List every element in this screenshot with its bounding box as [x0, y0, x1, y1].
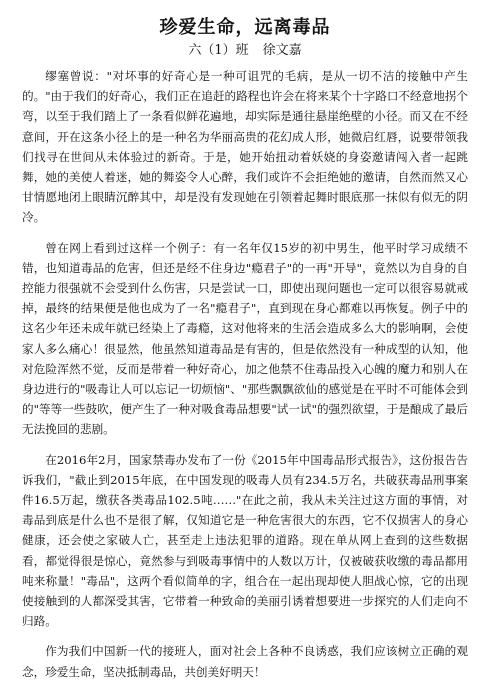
author-name: 徐文嘉: [262, 43, 302, 58]
paragraph-3: 在2016年2月，国家禁毒办发布了一份《2015年中国毒品形式报告》，这份报告告诉我们，"截止到2015年底，在中国发现的吸毒人员有234.5万名，共破获毒品刑事案件16.5万起，缴获各类毒品102.5吨……"在此之前，我从未关注过这方面的事情，对毒品到底是什么也不是很了解，仅知道它是一种危害很大的东西，它不仅损害人的身心健康，还会使之家破人亡，甚至走上违法犯罪的道路。现在单从网上查到的这些数据看，都觉得很是惊心，竟然参与到吸毒事情中的人数以万计，仅被破获收缴的毒品都用吨来称量！"毒品"，这两个看似简单的字，组合在一起出现却使人胆战心惊，它的出现使接触到的人都深受其害，它带着一种致命的美丽引诱着想要进一步探究的人们走向不归路。: [22, 452, 468, 629]
paragraph-2: 曾在网上看到过这样一个例子：有一名年仅15岁的初中男生，他平时学习成绩不错，也知道毒品的危害，但还是经不住身边"瘾君子"的一再"开导"，竟然以为自身的自控能力很强就不会受到什么伤害，只是尝试一口，即使出现问题也一定可以很容易就戒掉，最终的结果便是他也成为了一名"瘾君子"，直到现在身心都难以再恢复。例子中的这名少年还未成年就已经染上了毒瘾，这对他将来的生活会造成多么大的影响啊，会使家人多么痛心！很显然，他虽然知道毒品是有害的，但是依然没有一种成型的认知，他对危险浑然不觉，反而是带着一种好奇心，加之他禁不住毒品投入心魄的魔力和别人在身边进行的"吸毒让人可以忘记一切烦恼"、"那些飘飘欲仙的感觉是在平时不可能体会到的"等等一些鼓吹，便产生了一种对吸食毒品想要"试一试"的强烈欲望，于是酿成了最后无法挽回的悲剧。: [22, 240, 468, 437]
paragraph-1: 缪塞曾说："对坏事的好奇心是一种可诅咒的毛病，是从一切不洁的接触中产生的。"由于我们的好奇心，我们正在追赶的路程也许会在将来某个十字路口不经意地拐个弯，以至于我们踏上了一条看似鲜花遍地，却实际是通往悬崖绝壁的小径。而又在不经意间，开在这条小径上的是一种名为华丽高贵的花幻成人形，她微启红唇，说要带领我们找寻在世间从未体验过的新奇。于是，她开始扭动着妖娆的身姿邀请闯入者一起跳舞，她的美使人着迷，她的舞姿令人心醉，我们或许不会拒绝她的邀请，自然而然又心甘情愿地闭上眼睛沉醉其中，却是没有发现她在引领着起舞时眼底那一抹似有似无的阴冷。: [22, 69, 468, 225]
essay-title: 珍爱生命，远离毒品: [159, 17, 331, 38]
class-name: 六（1）班: [188, 43, 249, 58]
byline: [22, 42, 468, 60]
paragraph-4: 作为我们中国新一代的接班人，面对社会上各种不良诱惑，我们应该树立正确的观念，珍爱生命，坚决抵制毒品，共创美好明天！: [22, 644, 468, 679]
